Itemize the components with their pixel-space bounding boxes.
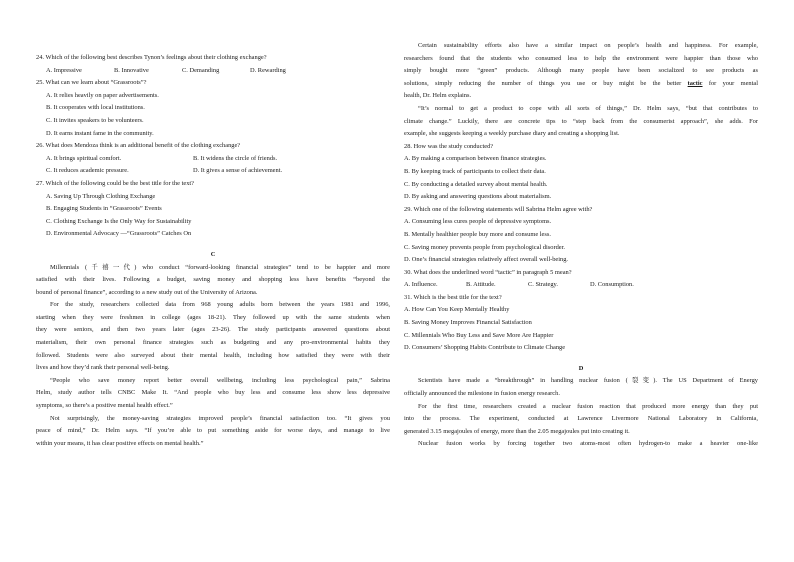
question-27 <box>36 178 390 241</box>
text-line: they were seniors, and then two years later (ages 23-26). The study participants answered questions about <box>36 326 390 334</box>
option-b: B. Engaging Students in “Grassroots” Events <box>46 205 162 213</box>
option-a: A. How Can You Keep Mentally Healthy <box>404 306 510 314</box>
left-column <box>36 52 390 450</box>
question-stem: 28. How was the study conducted? <box>404 142 494 150</box>
option-d: D. Consumption. <box>590 281 634 289</box>
option-b: B. Saving Money Improves Financial Satisfaction <box>404 319 532 327</box>
question-stem: 30. What does the underlined word “tactic” in paragraph 5 mean? <box>404 268 572 276</box>
paragraph-6 <box>404 103 758 141</box>
passage-d <box>404 375 758 451</box>
option-row <box>36 165 390 178</box>
question-29 <box>404 204 758 267</box>
text-line: health, Dr. Helm explains. <box>404 92 472 100</box>
text-line: For the first time, researchers created a nuclear fusion reaction that produced more energy than they put <box>418 402 758 410</box>
text-line <box>390 78 758 91</box>
option-c: C. Demanding <box>182 66 220 74</box>
option-d: D. By asking and answering questions about materialism. <box>404 193 552 201</box>
option-d: D. Rewarding <box>250 66 286 74</box>
text-line: Millennials (千禧一代) who conduct “forward-looking financial strategies” tend to be happier and more <box>50 263 390 271</box>
text-line: into the process. The experiment, conducted at Lawrence Livermore National Laboratory in California, <box>404 415 758 423</box>
option-a: A. By making a comparison between finance strategies. <box>404 155 547 163</box>
text-line: “People who save money report better overall wellbeing, including less psychological pain,” Sabrina <box>50 376 390 384</box>
text-line: “It’s normal to get a product to cope with all sorts of things,” Dr. Helm says, “but that contributes to <box>418 104 758 112</box>
option-row <box>36 65 390 78</box>
question-28 <box>404 141 758 204</box>
text-line: bound of personal finance”, according to a new study out of the University of Arizona. <box>36 288 258 296</box>
option-a: A. Influence. <box>404 281 438 289</box>
paragraph-1 <box>36 262 390 300</box>
text-line: satisfied with their lives. Following a budget, saving money and shopping less have benefits “beyond the <box>36 276 390 284</box>
option-a: A. Saving Up Through Clothing Exchange <box>46 192 156 200</box>
text-line: Helm, study author tells CNBC Make It. “And people who buy less and consume less show less depressive <box>36 389 390 397</box>
option-b: B. Attitude. <box>466 281 496 289</box>
option-a: A. Impressive <box>46 66 82 74</box>
text-line: For the study, researchers collected data from 968 young adults born between the years 1981 and 1996, <box>50 301 390 309</box>
option-b: B. Mentally healthier people buy more and consume less. <box>404 230 551 238</box>
question-30 <box>404 267 758 292</box>
option-c: C. By conducting a detailed survey about mental health. <box>404 180 548 188</box>
question-stem: 27. Which of the following could be the best title for the text? <box>36 179 195 187</box>
paragraph-3 <box>36 375 390 413</box>
paragraph-5 <box>404 40 758 103</box>
option-b: B. It cooperates with local institutions. <box>46 104 145 112</box>
text-segment: solutions, simply reducing the number of things you use or buy might be the better <box>404 79 688 87</box>
option-d: D. It earns instant fame in the community. <box>46 129 154 137</box>
question-stem: 29. Which one of the following statements will Sabrina Helm agree with? <box>404 205 593 213</box>
option-c: C. It invites speakers to be volunteers. <box>46 116 144 124</box>
question-stem: 24. Which of the following best describes Tynon’s feelings about their clothing exchange? <box>36 54 267 61</box>
question-26 <box>36 140 390 178</box>
option-b: B. By keeping track of participants to collect their data. <box>404 167 546 175</box>
text-line: Scientists have made a “breakthrough” in handling nuclear fusion (裂变). The US Department of Energy <box>418 377 758 385</box>
option-d: D. Environmental Advocacy —“Grassroots” Catches On <box>46 230 192 238</box>
text-line: lives and how they’d rank their personal well-being. <box>36 364 170 372</box>
option-a: A. It brings spiritual comfort. <box>46 154 122 162</box>
paragraph-3 <box>404 438 758 451</box>
option-d: D. It gives a sense of achievement. <box>193 167 283 175</box>
question-stem: 26. What does Mendoza think is an additional benefit of the clothing exchange? <box>36 142 241 150</box>
text-line: Certain sustainability efforts also have a similar impact on people’s health and happiness. For example, <box>418 42 758 49</box>
text-line: researchers found that the students who consumed less to help the environment were happier than those who <box>404 54 758 62</box>
text-segment: for your mental <box>702 79 758 87</box>
option-c: C. Strategy. <box>528 281 558 289</box>
option-a: A. Consuming less cures people of depressive symptoms. <box>404 218 552 226</box>
question-24 <box>36 52 390 77</box>
text-line: Nuclear fusion works by forcing together two atoms-most often hydrogen-to make a heavier one-like <box>418 440 758 448</box>
option-b: B. Innovative <box>114 66 149 74</box>
option-b: B. It widens the circle of friends. <box>193 154 278 162</box>
option-d: D. One’s financial strategies relatively affect overall well-being. <box>404 256 569 264</box>
text-line: symptoms, so there’s a positive mental health effect.” <box>36 402 173 410</box>
paragraph-2 <box>36 299 390 375</box>
passage-c-continued <box>404 40 758 141</box>
text-line: materialism, their own personal finance strategies such as budgeting and any pro-environmental habits they <box>36 339 390 347</box>
text-line: followed. Students were also surveyed about their mental health, including how satisfied they were with their <box>36 351 390 359</box>
text-line: climate change.” Luckily, there are concrete tips to “step back from the consumerist approach”, she adds. For <box>404 117 758 125</box>
section-heading-d: D <box>578 364 584 372</box>
option-c: C. Clothing Exchange Is the Only Way for Sustainability <box>46 217 192 225</box>
question-31 <box>404 292 758 355</box>
text-line: example, she suggests keeping a weekly purchase diary and creating a shopping list. <box>404 130 620 138</box>
question-stem: 25. What can we learn about “Grassroots”? <box>36 79 147 87</box>
text-line: simply bought more “green” products. Although many people have been socialized to see products as <box>404 67 758 75</box>
option-c: C. It reduces academic pressure. <box>46 167 129 175</box>
paragraph-4 <box>36 413 390 451</box>
text-line: peace of mind,” Dr. Helm says. “If you’re able to put something aside for worse days, and manage to live <box>36 427 390 435</box>
option-row <box>36 153 390 166</box>
question-stem: 31. Which is the best title for the text? <box>404 293 502 301</box>
underlined-word-tactic: tactic <box>687 79 703 87</box>
question-25 <box>36 77 390 140</box>
passage-c <box>36 262 390 451</box>
option-d: D. Consumers’ Shopping Habits Contribute to Climate Change <box>404 344 566 352</box>
option-c: C. Saving money prevents people from psychological disorder. <box>404 243 565 251</box>
option-c: C. Millennials Who Buy Less and Save More Are Happier <box>404 331 554 339</box>
option-row <box>404 279 758 292</box>
paragraph-2 <box>404 401 758 439</box>
text-line: Not surprisingly, the money-saving strategies improved people’s financial satisfaction too. “It gives you <box>50 414 390 422</box>
text-line: starting when they were freshmen in college (ages 18-21). They followed up with the same students when <box>36 313 390 321</box>
section-heading-c: C <box>210 250 216 258</box>
paragraph-1 <box>404 375 758 400</box>
right-column <box>404 40 758 451</box>
option-a: A. It relies heavily on paper advertisements. <box>46 91 159 99</box>
text-line: within your means, it has clear positive effects on mental health.” <box>36 439 204 447</box>
text-line: officially announced the milestone in fusion energy research. <box>404 390 560 398</box>
text-line: generated 3.15 megajoules of energy, more than the 2.05 megajoules put into creating it. <box>404 427 630 435</box>
